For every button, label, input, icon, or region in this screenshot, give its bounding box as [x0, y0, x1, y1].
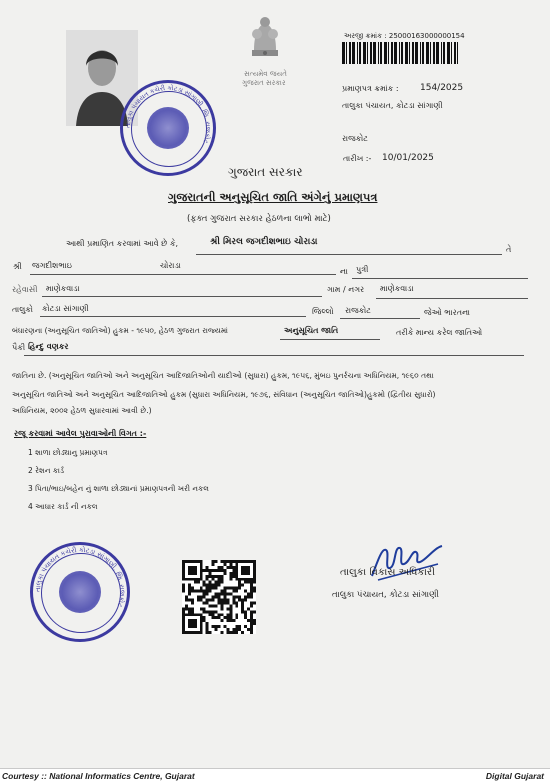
certificate-number: 154/2025 — [420, 83, 464, 93]
place: રાજકોટ — [342, 134, 368, 143]
footer-bar — [0, 768, 550, 783]
surname: ચોરાડા — [160, 261, 181, 270]
evidence-item-2: 2 રેશન કાર્ડ — [28, 466, 65, 475]
village-value: માણેકવાડા — [380, 284, 414, 293]
order-line-prefix: બંધારણના (અનુસૂચિત જાતિઓ) હુકમ - ૧૯૫૦, હેઠળ ગુજરાત રાજ્યમાં — [12, 326, 228, 335]
national-emblem-icon — [240, 14, 290, 68]
na-word: ના — [340, 267, 348, 276]
paragraph-line-3: અધિનિયમ, ૨૦૦૨ હેઠળ સુધારવામાં આવી છે.) — [12, 406, 152, 415]
district-value: રાજકોટ — [345, 306, 371, 315]
paragraph-line-2: અનુસૂચિત જાતિઓ અને અનુસૂચિત આદિજાતિઓ હુકમ (સુધારા અધિનિયમ, ૧૯૭૬, સંવિધાન (અનુસૂચિત જાતિઓ)હુકમો (દ્વિતીય સુધારો) — [12, 390, 436, 399]
caste-prefix: પૈકી — [12, 343, 26, 352]
relation: પુત્રી — [356, 265, 369, 274]
certify-prefix: આથી પ્રમાણિત કરવામાં આવે છે કે, — [66, 239, 179, 248]
qr-code — [182, 560, 256, 634]
application-number: અરજી ક્રમાંક : 25000163000000154 — [344, 32, 465, 40]
evidence-item-4: 4 આધાર કાર્ડ ની નકલ — [28, 502, 98, 511]
order-line-suffix: તરીકે માન્ય કરેલ જાતિઓ — [396, 328, 483, 337]
footer-brand: Digital Gujarat — [485, 771, 544, 781]
certificate-number-label: પ્રમાણપત્ર ક્રમાંક : — [342, 84, 399, 93]
barcode — [342, 42, 458, 64]
office-stamp-bottom — [30, 542, 130, 642]
district-label: જિલ્લો — [312, 307, 334, 316]
person-name: શ્રી મિરલ જગદીશભાઇ ચોરાડા — [210, 237, 318, 247]
evidence-heading: રજૂ કરવામાં આવેલ પુરાવાઓની વિગત :- — [14, 429, 147, 438]
certificate-subtitle: (ફક્ત ગુજરાત સરકાર હેઠળના લાભો માટે) — [187, 214, 331, 224]
signatory-office: તાલુકા પંચાયત, કોટડા સાંગાણી — [332, 590, 439, 600]
paragraph-line-1: જાતિના છે. (અનુસૂચિત જાતિઓ અને અનુસૂચિત આદિજાતિઓની યાદીઓ (સુધારા) હુકમ, ૧૯૫૬, મુંબઇ પુનર્રચના અધિનિયમ, ૧૯૬૦ તથા — [12, 371, 434, 380]
india-suffix: જેઓ ભારતના — [424, 308, 471, 317]
government-title: ગુજરાત સરકાર — [228, 165, 303, 179]
taluka-value: કોટડા સાંગાણી — [42, 304, 89, 313]
caste-category: અનુસૂચિત જાતિ — [284, 326, 339, 335]
issue-date: 10/01/2025 — [382, 153, 434, 163]
shri-word: શ્રી — [13, 262, 22, 271]
te-word: તે — [506, 245, 512, 254]
issuing-office: તાલુકા પંચાયત, કોટડા સાંગાણી — [342, 101, 443, 110]
father-name: જગદીશભાઇ — [32, 261, 72, 270]
svg-text:તાલુકા પંચાયત કચેરી કોટડા સાંગ: તાલુકા પંચાયત કચેરી કોટડા સાંગાણી, જિ. રાજકોટ — [123, 83, 213, 145]
resident-label: રહેવાસી — [12, 285, 38, 294]
taluka-label: તાલુકો — [12, 305, 33, 314]
date-label: તારીખ :- — [343, 154, 372, 163]
signatory-designation: તાલુકા વિકાસ અધિકારી — [340, 567, 435, 578]
evidence-item-3: 3 પિતા/ભાઇ/બહેન નું શાળા છોડ્યાનાં પ્રમાણપત્રની ખરી નકલ — [28, 484, 209, 493]
svg-text:તાલુકા પંચાયત કચેરી કોટડા સાંગ: તાલુકા પંચાયત કચેરી કોટડા સાંગાણી, જિ. રાજકોટ — [33, 545, 127, 609]
emblem-caption-line1: સત્યમેવ જયતે — [244, 70, 287, 78]
village-label: ગામ / નગર — [327, 285, 365, 294]
caste-name: હિન્દુ વણકર — [28, 342, 69, 351]
footer-courtesy: Courtesy :: National Informatics Centre, Gujarat — [2, 771, 195, 781]
office-stamp-top — [120, 80, 216, 176]
certificate-title: ગુજરાતની અનુસૂચિત જાતિ અંગેનું પ્રમાણપત્ર — [168, 190, 378, 204]
evidence-item-1: 1 શાળા છોડ્યાનુ પ્રમાણપત્ર — [28, 448, 108, 457]
resident-village: માણેકવાડા — [46, 284, 80, 293]
emblem-caption-line2: ગુજરાત સરકાર — [242, 79, 286, 87]
